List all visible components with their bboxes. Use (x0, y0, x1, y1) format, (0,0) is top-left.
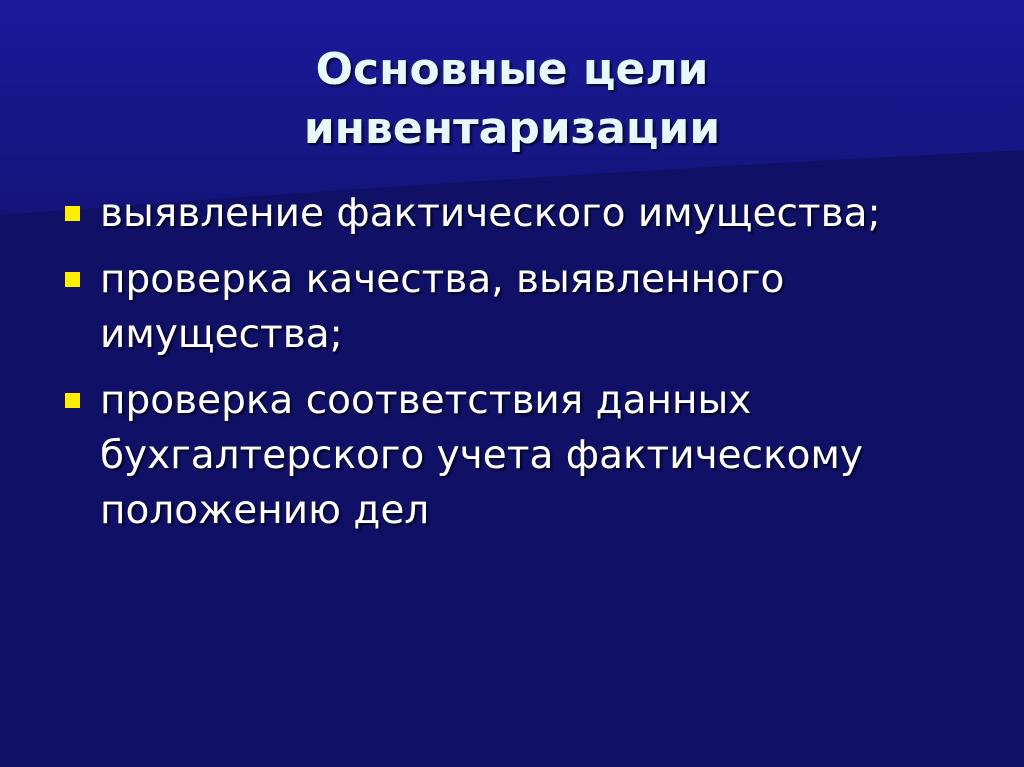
bullet-line: проверка качества, выявленного (100, 257, 785, 302)
square-bullet-icon (65, 393, 80, 408)
bullet-item (60, 186, 960, 241)
bullet-line: проверка соответствия данных (100, 378, 752, 423)
square-bullet-icon (65, 206, 80, 221)
bullet-list (60, 186, 960, 549)
bullet-item (60, 373, 960, 538)
bullet-line: бухгалтерского учета фактическому (100, 433, 863, 478)
bullet-line: положению дел (100, 488, 430, 533)
square-bullet-icon (65, 272, 80, 287)
bullet-item (60, 252, 960, 362)
slide-title (0, 40, 1024, 158)
bullet-line: выявление фактического имущества; (100, 191, 881, 236)
bullet-line: имущества; (100, 312, 343, 357)
title-line-2: инвентаризации (303, 103, 721, 154)
title-line-1: Основные цели (315, 44, 709, 95)
